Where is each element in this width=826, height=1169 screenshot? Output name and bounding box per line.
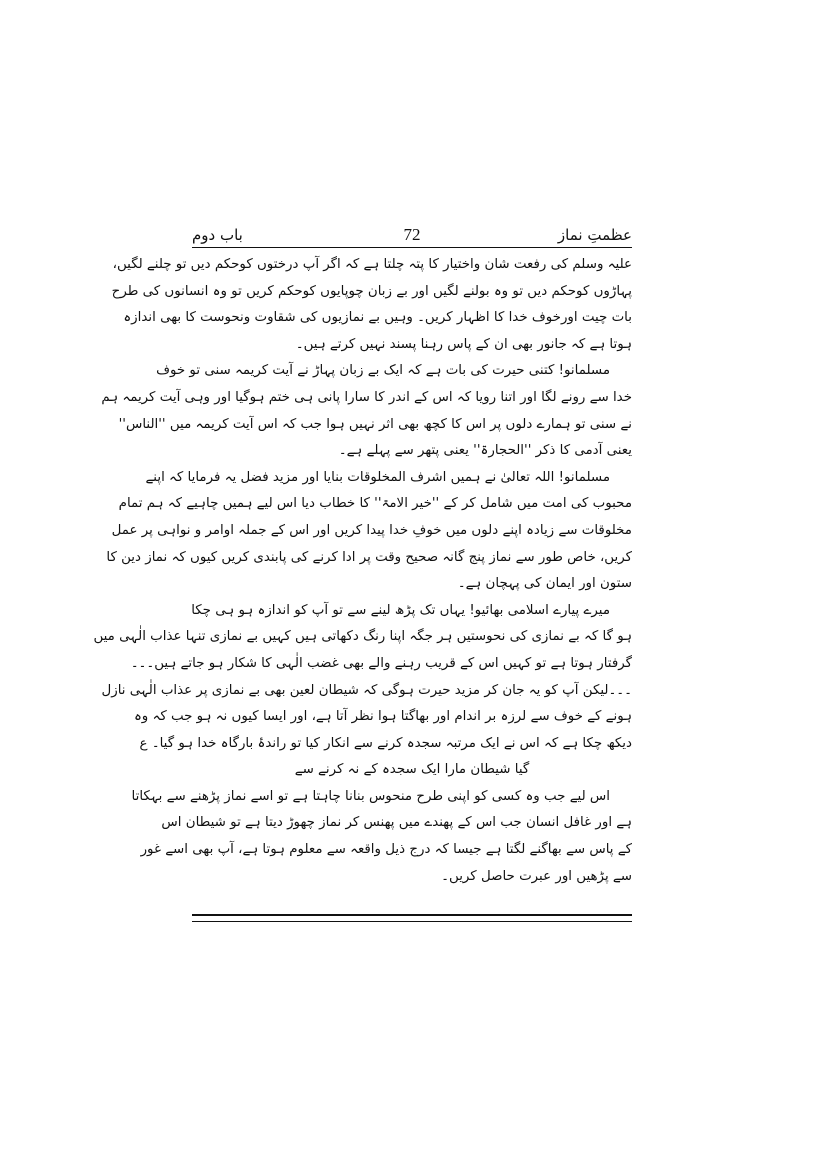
text-line: ستون اور ایمان کی پہچان ہے۔ — [457, 576, 632, 592]
text-line: خدا سے رونے لگا اور اتنا رویا کہ اس کے اندر کا سارا پانی ہی ختم ہوگیا اور وہی آیت کریمہ ہم — [101, 389, 632, 405]
text-line: ہونے کے خوف سے لرزہ بر اندام اور بھاگتا ہوا نظر آتا ہے، اور ایسا کیوں نہ ہو جب کہ وہ — [133, 709, 632, 725]
text-line: محبوب کی امت میں شامل کر کے ''خیر الامۃ'' کا خطاب دیا اس لیے ہمیں چاہیے کہ ہم تمام — [118, 496, 632, 512]
text-line: یعنی آدمی کا ذکر ''الحجارۃ'' یعنی پتھر سے پہلے ہے۔ — [338, 443, 632, 459]
text-line: علیہ وسلم کی رفعت شان واختیار کا پتہ چلتا ہے کہ اگر آپ درختوں کوحکم دیں تو چلنے لگیں، — [112, 257, 632, 272]
text-line: سے پڑھیں اور عبرت حاصل کریں۔ — [441, 868, 632, 884]
text-line: مخلوقات سے زیادہ اپنے دلوں میں خوفِ خدا پیدا کریں اور اس کے جملہ اوامر و نواہی پر عمل — [111, 522, 632, 538]
text-line: دیکھ چکا ہے کہ اس نے ایک مرتبہ سجدہ کرنے سے انکار کیا تو راندۂ بارگاہ خدا ہو گیا۔ ع — [139, 735, 632, 751]
text-line: اس لیے جب وہ کسی کو اپنی طرح منحوس بنانا چاہتا ہے تو اسے نماز پڑھنے سے بہکاتا — [131, 788, 610, 804]
text-line: کے پاس سے بھاگنے لگتا ہے جیسا کہ درج ذیل واقعہ سے معلوم ہوتا ہے، آپ بھی اسے غور — [140, 842, 632, 858]
text-line: مسلمانو! اللہ تعالیٰ نے ہمیں اشرف المخلوقات بنایا اور مزید فضل یہ فرمایا کہ اپنے — [145, 469, 610, 485]
text-line: مسلمانو! کتنی حیرت کی بات ہے کہ ایک بے زبان پہاڑ نے آیت کریمہ سنی تو خوف — [156, 363, 610, 379]
verse-line: گیا شیطان مارا ایک سجدہ کے نہ کرنے سے — [294, 762, 530, 778]
text-line: ۔۔۔لیکن آپ کو یہ جان کر مزید حیرت ہوگی کہ شیطان لعین بھی بے نمازی پر عذاب الٰہی نازل — [101, 682, 632, 698]
text-line: ہوتا ہے کہ جانور بھی ان کے پاس رہنا پسند نہیں کرتے ہیں۔ — [295, 336, 632, 352]
text-line: پہاڑوں کوحکم دیں تو وہ بولنے لگیں اور بے زبان چوپایوں کوحکم کریں تو وہ انسانوں کی طرح — [111, 283, 632, 299]
footer-double-rule — [192, 914, 632, 922]
text-line: نے سنی تو ہمارے دلوں پر اس کا کچھ بھی اثر نہیں ہوا جب کہ اس آیت کریمہ میں ''الناس'' — [118, 416, 632, 432]
text-line: گرفتار ہوتا ہے تو کہیں اس کے قریب رہنے والے بھی غضب الٰہی کا شکار ہو جاتے ہیں۔۔۔ — [130, 655, 632, 671]
text-line: بات چیت اورخوف خدا کا اظہار کریں۔ وہیں بے نمازیوں کی شقاوت ونحوست کا بھی اندازہ — [123, 310, 632, 326]
page-header — [192, 220, 632, 248]
header-rule — [192, 247, 632, 248]
text-line: ہے اور غافل انسان جب اس کے پھندے میں پھنس کر نماز چھوڑ دیتا ہے تو شیطان اس — [161, 815, 632, 831]
text-line: میرے پیارے اسلامی بھائیو! یہاں تک پڑھ لینے سے تو آپ کو اندازہ ہو ہی چکا — [191, 602, 610, 618]
text-line: کریں، خاص طور سے نماز پنج گانہ صحیح وقت پر ادا کرنے کی پابندی کریں کیوں کہ نماز دین کا — [106, 549, 632, 565]
text-line: ہو گا کہ بے نمازی کی نحوستیں ہر جگہ اپنا رنگ دکھاتی ہیں کہیں بے نمازی تنہا عذاب الٰہی میں — [93, 629, 632, 645]
chapter-label: باب دوم — [192, 226, 243, 244]
body-text — [93, 252, 632, 890]
book-title: عظمتِ نماز — [557, 226, 632, 244]
page-number: 72 — [403, 225, 421, 244]
